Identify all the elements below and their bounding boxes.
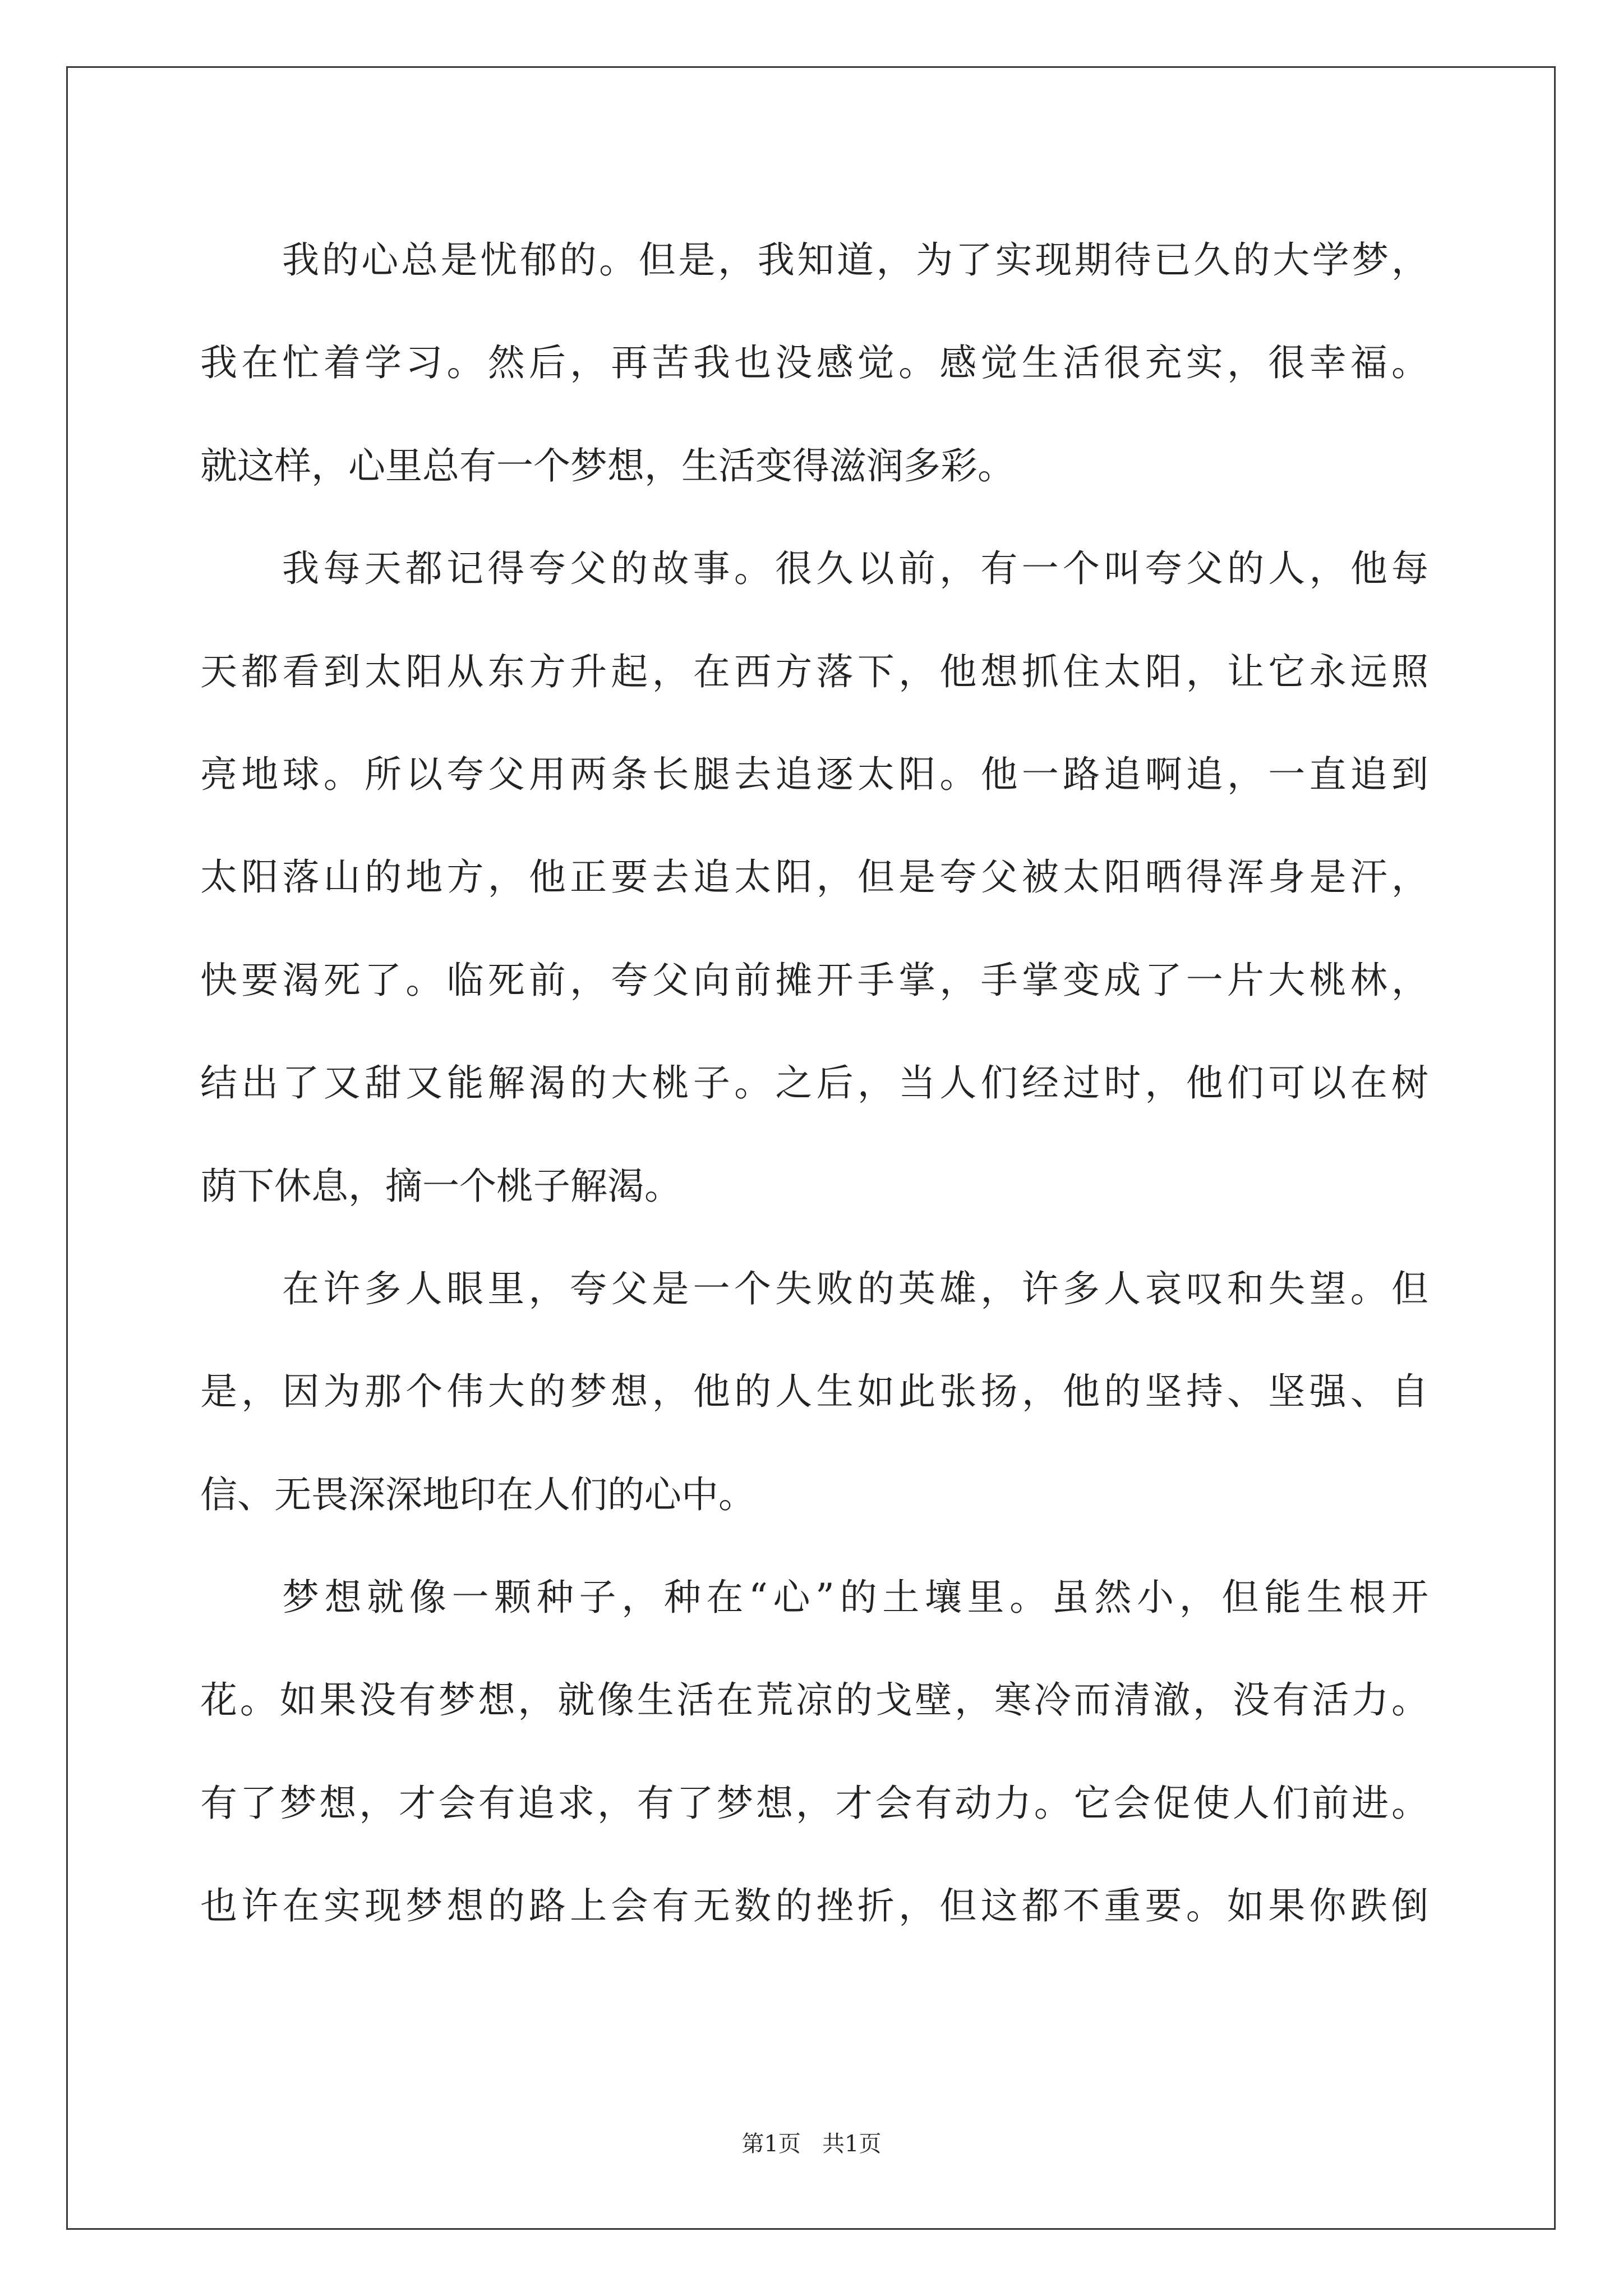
- text-line: 结出了又甜又能解渴的大桃子。之后，当人们经过时，他们可以在树: [200, 1061, 1428, 1105]
- page-number-footer: 第1页 共1页: [741, 2131, 882, 2157]
- text-line: 花。如果没有梦想，就像生活在荒凉的戈壁，寒冷而清澈，没有活力。: [200, 1678, 1428, 1722]
- paragraph-2: [200, 517, 1428, 1237]
- text-line: 太阳落山的地方，他正要去追太阳，但是夸父被太阳晒得浑身是汗，: [200, 855, 1428, 899]
- text-line: 也许在实现梦想的路上会有无数的挫折，但这都不重要。如果你跌倒: [200, 1884, 1428, 1928]
- paragraph-4: [200, 1546, 1428, 1958]
- text-line: 就这样，心里总有一个梦想，生活变得滋润多彩。: [200, 444, 1015, 487]
- paragraph-3: [200, 1237, 1428, 1546]
- text-line: 天都看到太阳从东方升起，在西方落下，他想抓住太阳，让它永远照: [200, 650, 1428, 693]
- text-line: 快要渴死了。临死前，夸父向前摊开手掌，手掌变成了一片大桃林，: [200, 958, 1428, 1002]
- text-line: 在许多人眼里，夸父是一个失败的英雄，许多人哀叹和失望。但: [282, 1267, 1428, 1310]
- text-line: 荫下休息，摘一个桃子解渴。: [200, 1164, 681, 1208]
- paragraph-1: [200, 209, 1428, 517]
- text-line: 我每天都记得夸父的故事。很久以前，有一个叫夸父的人，他每: [282, 547, 1428, 591]
- text-line: 梦想就像一颗种子，种在“心”的土壤里。虽然小，但能生根开: [282, 1576, 1428, 1619]
- text-line: 我的心总是忧郁的。但是，我知道，为了实现期待已久的大学梦，: [282, 238, 1428, 282]
- text-line: 是，因为那个伟大的梦想，他的人生如此张扬，他的坚持、坚强、自: [200, 1370, 1428, 1414]
- text-line: 信、无畏深深地印在人们的心中。: [200, 1473, 755, 1516]
- text-line: 亮地球。所以夸父用两条长腿去追逐太阳。他一路追啊追，一直追到: [200, 752, 1428, 796]
- text-line: 我在忙着学习。然后，再苦我也没感觉。感觉生活很充实，很幸福。: [200, 341, 1428, 385]
- document-body: [200, 209, 1428, 1958]
- text-line: 有了梦想，才会有追求，有了梦想，才会有动力。它会促使人们前进。: [200, 1781, 1428, 1825]
